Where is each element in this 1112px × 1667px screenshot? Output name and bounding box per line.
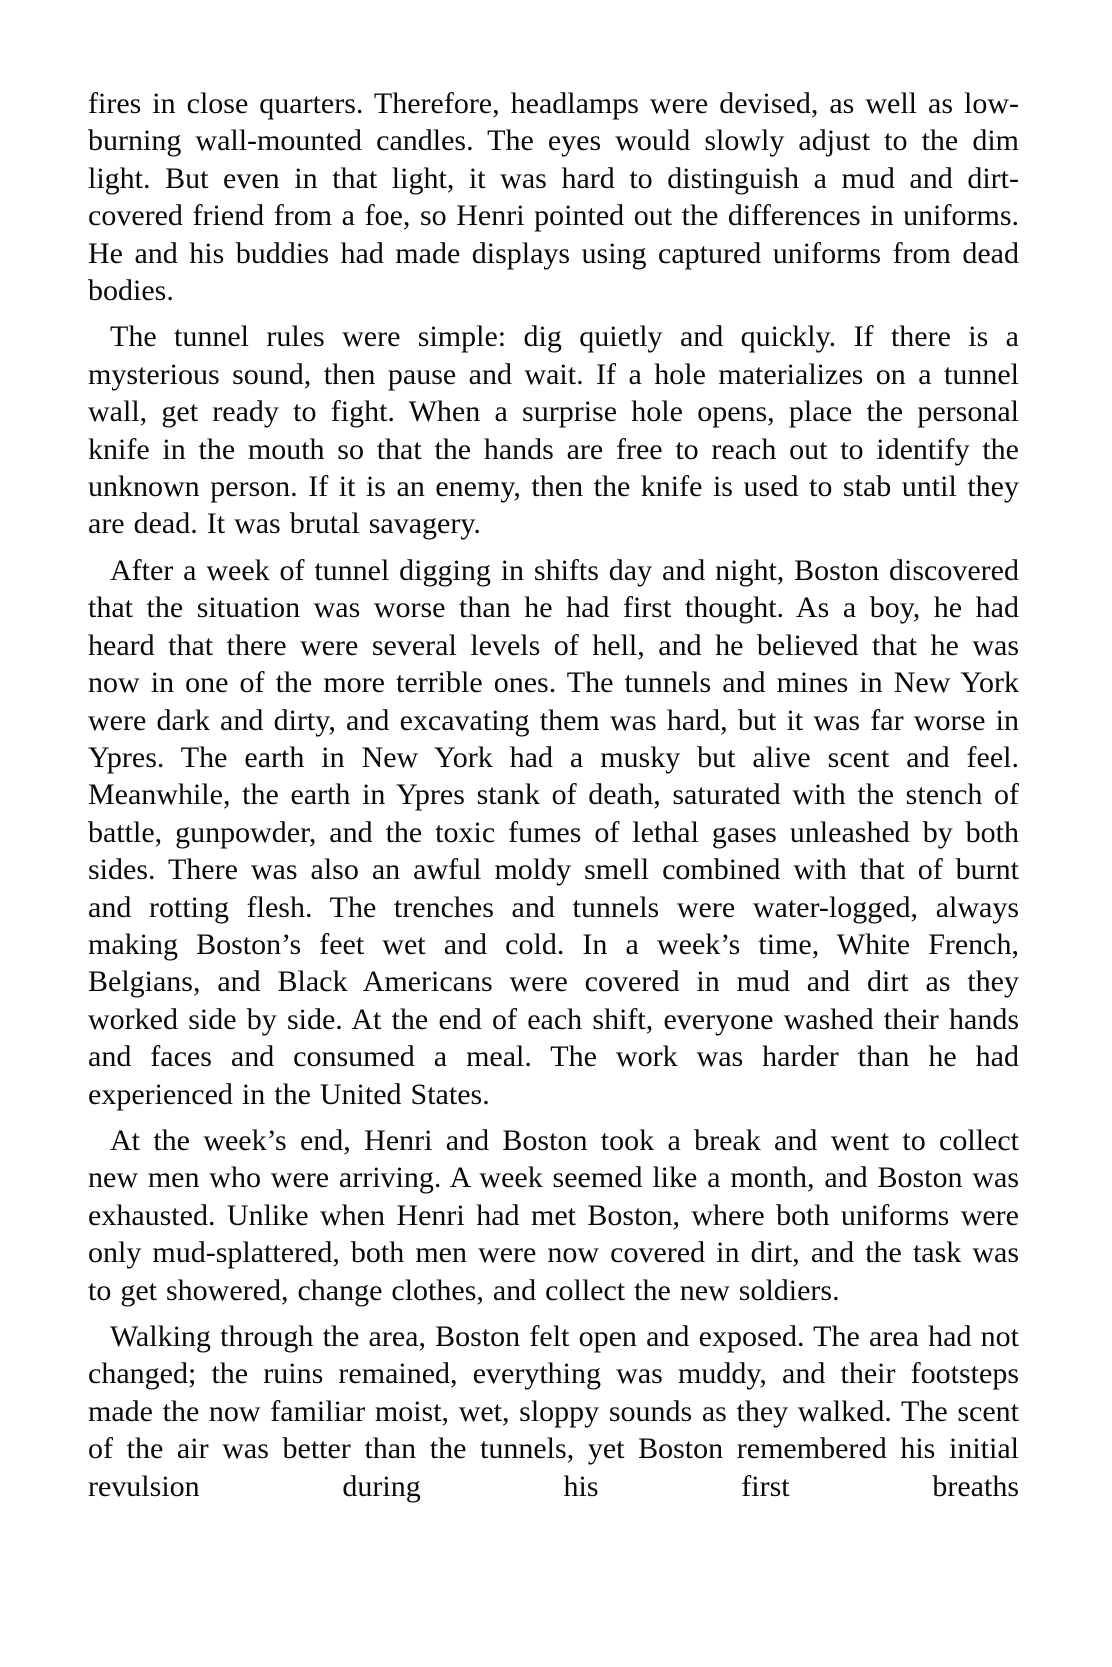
body-paragraph-2: The tunnel rules were simple: dig quietly and quickly. If there is a mysterious sound, then pause and wait. If a hole materializes on a tunnel wall, get ready to fight. When a surprise hole opens, place the personal knife in the mouth so that the hands are free to reach out to identify the unknown person. If it is an enemy, then the knife is used to stab until they are dead. It was brutal savagery. [88, 320, 1019, 541]
body-paragraph-5: Walking through the area, Boston felt open and exposed. The area had not changed; the ruins remained, everything was muddy, and their footsteps made the now familiar moist, wet, sloppy sounds as they walked. The scent of the air was better than the tunnels, yet Boston remembered his initial revulsion during his first breaths [88, 1320, 1019, 1503]
body-paragraph-3: After a week of tunnel digging in shifts day and night, Boston discovered that the situation was worse than he had first thought. As a boy, he had heard that there were several levels of hell, and he believed that he was now in one of the more terrible ones. The tunnels and mines in New York were dark and dirty, and excavating them was hard, but it was far worse in Ypres. The earth in New York had a musky but alive scent and feel. Meanwhile, the earth in Ypres stank of death, saturated with the stench of battle, gunpowder, and the toxic fumes of lethal gases unleashed by both sides. There was also an awful moldy smell combined with that of burnt and rotting flesh. The trenches and tunnels were water-logged, always making Boston’s feet wet and cold. In a week’s time, White French, Belgians, and Black Americans were covered in mud and dirt as they worked side by side. At the end of each shift, everyone washed their hands and faces and consumed a meal. The work was harder than he had experienced in the United States. [88, 553, 1019, 1111]
body-paragraph-1: fires in close quarters. Therefore, headlamps were devised, as well as low-burning wall-mounted candles. The eyes would slowly adjust to the dim light. But even in that light, it was hard to distinguish a mud and dirt-covered friend from a foe, so Henri pointed out the differences in uniforms. He and his buddies had made displays using captured uniforms from dead bodies. [88, 87, 1019, 308]
body-paragraph-4: At the week’s end, Henri and Boston took a break and went to collect new men who were arriving. A week seemed like a month, and Boston was exhausted. Unlike when Henri had met Boston, where both uniforms were only mud-splattered, both men were now covered in dirt, and the task was to get showered, change clothes, and collect the new soldiers. [88, 1123, 1019, 1307]
page-text-block [88, 85, 1019, 1514]
